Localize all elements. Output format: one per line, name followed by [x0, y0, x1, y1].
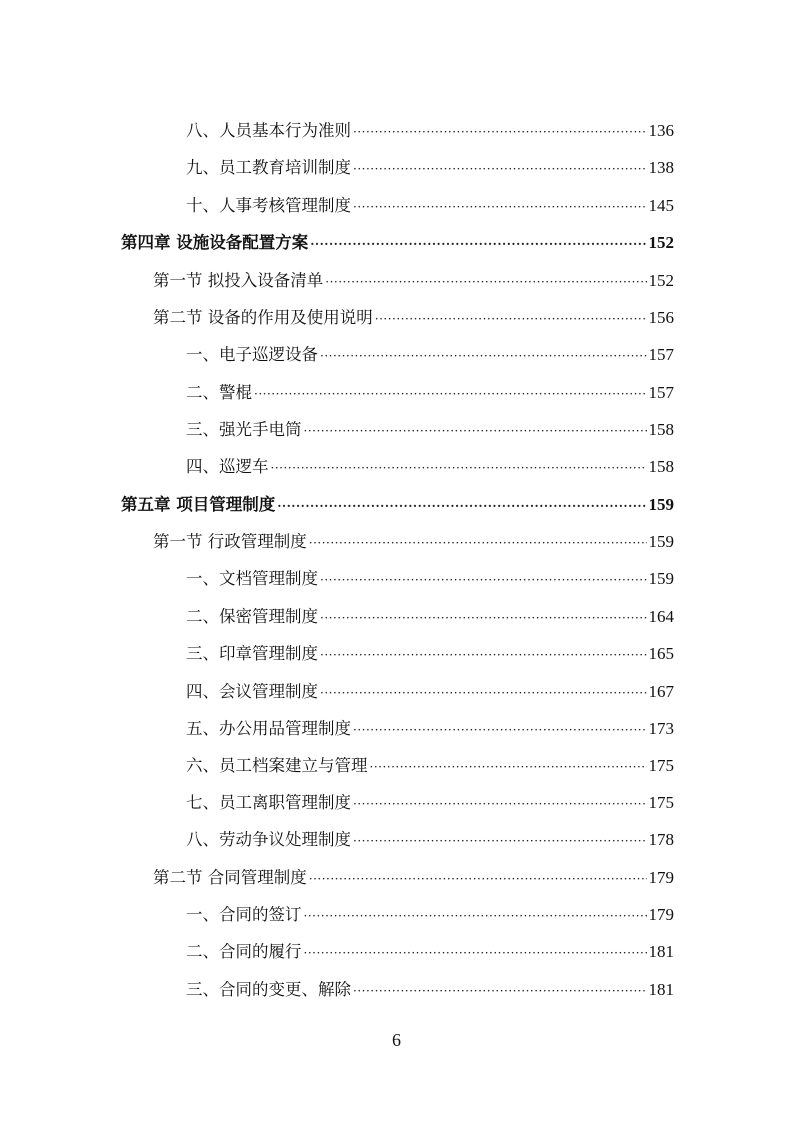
- toc-entry-title: 第一节 拟投入设备清单: [153, 271, 324, 290]
- toc-entry-title: 第二节 设备的作用及使用说明: [153, 308, 373, 327]
- toc-entry[interactable]: [186, 937, 674, 967]
- dot-leader: [320, 565, 647, 595]
- dot-leader: [310, 229, 646, 259]
- toc-entry[interactable]: [186, 191, 674, 221]
- toc-entry-page: 136: [648, 121, 674, 140]
- toc-entry-title: 四、巡逻车: [186, 457, 269, 476]
- toc-section[interactable]: [153, 863, 674, 893]
- toc-section[interactable]: [153, 527, 674, 557]
- toc-entry-page: 158: [648, 420, 674, 439]
- dot-leader: [375, 304, 647, 334]
- toc-entry-page: 157: [648, 383, 674, 402]
- dot-leader: [353, 117, 647, 147]
- toc-entry[interactable]: [186, 975, 674, 1005]
- toc-entry-title: 三、合同的变更、解除: [186, 980, 351, 999]
- toc-chapter[interactable]: [121, 490, 674, 520]
- dot-leader: [277, 491, 646, 521]
- dot-leader: [271, 453, 647, 483]
- toc-entry-title: 七、员工离职管理制度: [186, 793, 351, 812]
- toc-entry[interactable]: [186, 378, 674, 408]
- dot-leader: [353, 154, 647, 184]
- toc-entry-page: 175: [648, 756, 674, 775]
- toc-entry-page: 175: [648, 793, 674, 812]
- dot-leader: [309, 864, 647, 894]
- toc-entry-page: 178: [648, 830, 674, 849]
- toc-entry-title: 八、劳动争议处理制度: [186, 830, 351, 849]
- toc-entry-page: 173: [648, 719, 674, 738]
- dot-leader: [254, 379, 647, 409]
- toc-entry-title: 第五章 项目管理制度: [121, 495, 276, 514]
- toc-entry[interactable]: [186, 825, 674, 855]
- toc-entry-page: 164: [648, 607, 674, 626]
- dot-leader: [320, 678, 647, 708]
- toc-entry[interactable]: [186, 415, 674, 445]
- dot-leader: [353, 192, 647, 222]
- toc-entry-title: 六、员工档案建立与管理: [186, 756, 368, 775]
- toc-entry[interactable]: [186, 714, 674, 744]
- toc-entry[interactable]: [186, 900, 674, 930]
- dot-leader: [353, 715, 647, 745]
- toc-entry-title: 四、会议管理制度: [186, 682, 318, 701]
- toc-entry-title: 第二节 合同管理制度: [153, 868, 307, 887]
- toc-entry[interactable]: [186, 153, 674, 183]
- toc-entry-page: 165: [648, 644, 674, 663]
- toc-section[interactable]: [153, 303, 674, 333]
- toc-entry-title: 二、警棍: [186, 383, 252, 402]
- dot-leader: [325, 267, 646, 297]
- toc-entry[interactable]: [186, 340, 674, 370]
- toc-entry-page: 145: [648, 196, 674, 215]
- dot-leader: [353, 826, 647, 856]
- toc-entry-title: 五、办公用品管理制度: [186, 719, 351, 738]
- toc-entry[interactable]: [186, 677, 674, 707]
- toc-entry[interactable]: [186, 452, 674, 482]
- dot-leader: [320, 603, 647, 633]
- toc-entry-title: 一、文档管理制度: [186, 569, 318, 588]
- toc-entry-page: 167: [648, 682, 674, 701]
- dot-leader: [309, 528, 647, 558]
- toc-entry-page: 159: [648, 495, 674, 514]
- toc-entry-page: 152: [648, 271, 674, 290]
- toc-entry-title: 九、员工教育培训制度: [186, 158, 351, 177]
- dot-leader: [370, 752, 647, 782]
- toc-entry-title: 二、保密管理制度: [186, 607, 318, 626]
- toc-entry[interactable]: [186, 116, 674, 146]
- toc-entry-title: 一、电子巡逻设备: [186, 345, 318, 364]
- toc-entry-page: 157: [648, 345, 674, 364]
- toc-entry-page: 181: [648, 942, 674, 961]
- toc-entry-page: 179: [648, 868, 674, 887]
- dot-leader: [320, 341, 647, 371]
- toc-entry-page: 159: [648, 532, 674, 551]
- toc-entry-title: 一、合同的签订: [186, 905, 302, 924]
- toc-entry-title: 二、合同的履行: [186, 942, 302, 961]
- dot-leader: [320, 640, 647, 670]
- toc-entry-title: 第一节 行政管理制度: [153, 532, 307, 551]
- dot-leader: [304, 901, 647, 931]
- dot-leader: [304, 416, 647, 446]
- dot-leader: [304, 938, 647, 968]
- dot-leader: [353, 976, 647, 1006]
- toc-entry-title: 十、人事考核管理制度: [186, 196, 351, 215]
- dot-leader: [353, 789, 647, 819]
- toc-entry-title: 三、强光手电筒: [186, 420, 302, 439]
- page-number: 6: [392, 1030, 401, 1050]
- toc-entry-page: 179: [648, 905, 674, 924]
- toc-entry-title: 三、印章管理制度: [186, 644, 318, 663]
- toc-entry-page: 181: [648, 980, 674, 999]
- toc-entry-page: 152: [648, 233, 674, 252]
- toc-entry-title: 第四章 设施设备配置方案: [121, 233, 309, 252]
- toc-entry[interactable]: [186, 564, 674, 594]
- toc-entry-page: 156: [648, 308, 674, 327]
- toc-section[interactable]: [153, 266, 674, 296]
- toc-entry[interactable]: [186, 788, 674, 818]
- toc-entry-page: 138: [648, 158, 674, 177]
- toc-entry-page: 159: [648, 569, 674, 588]
- toc-entry-page: 158: [648, 457, 674, 476]
- toc-entry[interactable]: [186, 602, 674, 632]
- toc-entry-title: 八、人员基本行为准则: [186, 121, 351, 140]
- toc-entry[interactable]: [186, 751, 674, 781]
- toc-chapter[interactable]: [121, 228, 674, 258]
- toc-entry[interactable]: [186, 639, 674, 669]
